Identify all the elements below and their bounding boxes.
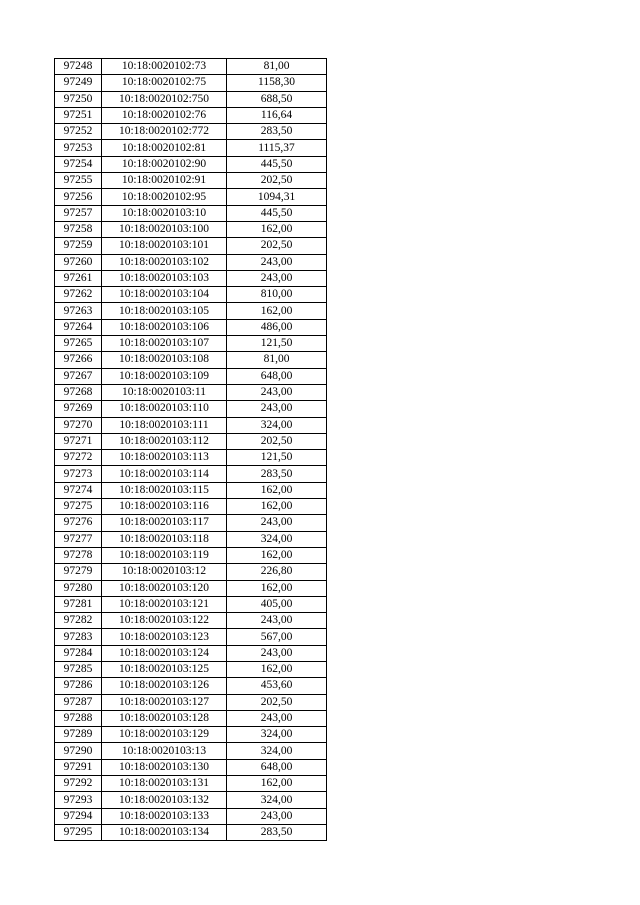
value-cell: 162,00 — [227, 499, 327, 515]
cadastral-number-cell: 10:18:0020103:130 — [102, 759, 227, 775]
value-cell: 116,64 — [227, 107, 327, 123]
table-row — [55, 254, 327, 270]
cadastral-number-cell: 10:18:0020103:103 — [102, 270, 227, 286]
row-id-cell: 97256 — [55, 189, 102, 205]
row-id-cell: 97261 — [55, 270, 102, 286]
cadastral-number-cell: 10:18:0020103:133 — [102, 808, 227, 824]
value-cell: 243,00 — [227, 808, 327, 824]
value-cell: 162,00 — [227, 547, 327, 563]
value-cell: 243,00 — [227, 401, 327, 417]
cadastral-number-cell: 10:18:0020103:113 — [102, 450, 227, 466]
value-cell: 162,00 — [227, 776, 327, 792]
value-cell: 453,60 — [227, 678, 327, 694]
row-id-cell: 97280 — [55, 580, 102, 596]
value-cell: 243,00 — [227, 613, 327, 629]
value-cell: 648,00 — [227, 759, 327, 775]
table-row — [55, 564, 327, 580]
table-body — [55, 59, 327, 841]
row-id-cell: 97252 — [55, 124, 102, 140]
table-row — [55, 531, 327, 547]
row-id-cell: 97291 — [55, 759, 102, 775]
table-row — [55, 140, 327, 156]
row-id-cell: 97276 — [55, 515, 102, 531]
table-row — [55, 743, 327, 759]
table-row — [55, 238, 327, 254]
cadastral-number-cell: 10:18:0020102:772 — [102, 124, 227, 140]
table-row — [55, 107, 327, 123]
cadastral-number-cell: 10:18:0020103:127 — [102, 694, 227, 710]
cadastral-number-cell: 10:18:0020103:13 — [102, 743, 227, 759]
table-row — [55, 319, 327, 335]
value-cell: 202,50 — [227, 694, 327, 710]
table-row — [55, 368, 327, 384]
cadastral-number-cell: 10:18:0020103:102 — [102, 254, 227, 270]
cadastral-number-cell: 10:18:0020103:11 — [102, 384, 227, 400]
cadastral-number-cell: 10:18:0020102:750 — [102, 91, 227, 107]
table-row — [55, 124, 327, 140]
value-cell: 202,50 — [227, 433, 327, 449]
table-row — [55, 727, 327, 743]
cadastral-number-cell: 10:18:0020103:126 — [102, 678, 227, 694]
cadastral-number-cell: 10:18:0020103:120 — [102, 580, 227, 596]
cadastral-number-cell: 10:18:0020102:90 — [102, 156, 227, 172]
value-cell: 1158,30 — [227, 75, 327, 91]
table-row — [55, 75, 327, 91]
value-cell: 283,50 — [227, 124, 327, 140]
table-row — [55, 694, 327, 710]
cadastral-number-cell: 10:18:0020103:104 — [102, 287, 227, 303]
row-id-cell: 97272 — [55, 450, 102, 466]
cadastral-number-cell: 10:18:0020103:129 — [102, 727, 227, 743]
table-row — [55, 580, 327, 596]
table-row — [55, 173, 327, 189]
table-row — [55, 824, 327, 840]
value-cell: 121,50 — [227, 450, 327, 466]
value-cell: 243,00 — [227, 270, 327, 286]
value-cell: 324,00 — [227, 531, 327, 547]
row-id-cell: 97283 — [55, 629, 102, 645]
cadastral-number-cell: 10:18:0020103:106 — [102, 319, 227, 335]
table-row — [55, 205, 327, 221]
value-cell: 283,50 — [227, 824, 327, 840]
cadastral-number-cell: 10:18:0020103:108 — [102, 352, 227, 368]
row-id-cell: 97269 — [55, 401, 102, 417]
value-cell: 1094,31 — [227, 189, 327, 205]
cadastral-number-cell: 10:18:0020103:100 — [102, 221, 227, 237]
value-cell: 283,50 — [227, 466, 327, 482]
cadastral-number-cell: 10:18:0020102:95 — [102, 189, 227, 205]
value-cell: 567,00 — [227, 629, 327, 645]
row-id-cell: 97250 — [55, 91, 102, 107]
value-cell: 445,50 — [227, 205, 327, 221]
value-cell: 162,00 — [227, 303, 327, 319]
row-id-cell: 97267 — [55, 368, 102, 384]
table-row — [55, 613, 327, 629]
row-id-cell: 97282 — [55, 613, 102, 629]
table-row — [55, 450, 327, 466]
value-cell: 243,00 — [227, 515, 327, 531]
value-cell: 121,50 — [227, 336, 327, 352]
row-id-cell: 97292 — [55, 776, 102, 792]
cadastral-number-cell: 10:18:0020103:117 — [102, 515, 227, 531]
row-id-cell: 97293 — [55, 792, 102, 808]
row-id-cell: 97266 — [55, 352, 102, 368]
row-id-cell: 97259 — [55, 238, 102, 254]
table-row — [55, 417, 327, 433]
row-id-cell: 97288 — [55, 710, 102, 726]
cadastral-number-cell: 10:18:0020102:76 — [102, 107, 227, 123]
row-id-cell: 97281 — [55, 596, 102, 612]
value-cell: 486,00 — [227, 319, 327, 335]
row-id-cell: 97255 — [55, 173, 102, 189]
table-row — [55, 596, 327, 612]
table-row — [55, 808, 327, 824]
row-id-cell: 97289 — [55, 727, 102, 743]
cadastral-number-cell: 10:18:0020103:112 — [102, 433, 227, 449]
value-cell: 324,00 — [227, 792, 327, 808]
table-row — [55, 661, 327, 677]
cadastral-number-cell: 10:18:0020103:132 — [102, 792, 227, 808]
cadastral-number-cell: 10:18:0020103:12 — [102, 564, 227, 580]
row-id-cell: 97262 — [55, 287, 102, 303]
row-id-cell: 97286 — [55, 678, 102, 694]
table-row — [55, 270, 327, 286]
row-id-cell: 97271 — [55, 433, 102, 449]
row-id-cell: 97290 — [55, 743, 102, 759]
cadastral-number-cell: 10:18:0020103:134 — [102, 824, 227, 840]
table-row — [55, 384, 327, 400]
row-id-cell: 97264 — [55, 319, 102, 335]
row-id-cell: 97287 — [55, 694, 102, 710]
row-id-cell: 97285 — [55, 661, 102, 677]
value-cell: 202,50 — [227, 238, 327, 254]
table-row — [55, 792, 327, 808]
cadastral-number-cell: 10:18:0020102:75 — [102, 75, 227, 91]
table-row — [55, 710, 327, 726]
value-cell: 445,50 — [227, 156, 327, 172]
row-id-cell: 97263 — [55, 303, 102, 319]
value-cell: 810,00 — [227, 287, 327, 303]
cadastral-number-cell: 10:18:0020103:118 — [102, 531, 227, 547]
table-row — [55, 759, 327, 775]
value-cell: 324,00 — [227, 743, 327, 759]
row-id-cell: 97260 — [55, 254, 102, 270]
row-id-cell: 97279 — [55, 564, 102, 580]
table-row — [55, 401, 327, 417]
cadastral-number-cell: 10:18:0020103:119 — [102, 547, 227, 563]
cadastral-number-cell: 10:18:0020103:128 — [102, 710, 227, 726]
table-row — [55, 776, 327, 792]
cadastral-number-cell: 10:18:0020103:111 — [102, 417, 227, 433]
value-cell: 243,00 — [227, 645, 327, 661]
cadastral-number-cell: 10:18:0020103:122 — [102, 613, 227, 629]
cadastral-number-cell: 10:18:0020103:131 — [102, 776, 227, 792]
value-cell: 162,00 — [227, 661, 327, 677]
cadastral-number-cell: 10:18:0020102:73 — [102, 59, 227, 75]
value-cell: 324,00 — [227, 417, 327, 433]
row-id-cell: 97254 — [55, 156, 102, 172]
cadastral-number-cell: 10:18:0020103:101 — [102, 238, 227, 254]
row-id-cell: 97274 — [55, 482, 102, 498]
cadastral-number-cell: 10:18:0020103:105 — [102, 303, 227, 319]
table-row — [55, 91, 327, 107]
cadastral-number-cell: 10:18:0020102:91 — [102, 173, 227, 189]
value-cell: 162,00 — [227, 482, 327, 498]
row-id-cell: 97265 — [55, 336, 102, 352]
table-row — [55, 221, 327, 237]
row-id-cell: 97278 — [55, 547, 102, 563]
cadastral-number-cell: 10:18:0020103:109 — [102, 368, 227, 384]
value-cell: 243,00 — [227, 254, 327, 270]
row-id-cell: 97295 — [55, 824, 102, 840]
table-row — [55, 433, 327, 449]
value-cell: 202,50 — [227, 173, 327, 189]
cadastral-number-cell: 10:18:0020103:114 — [102, 466, 227, 482]
row-id-cell: 97273 — [55, 466, 102, 482]
value-cell: 243,00 — [227, 710, 327, 726]
row-id-cell: 97277 — [55, 531, 102, 547]
value-cell: 324,00 — [227, 727, 327, 743]
table-row — [55, 515, 327, 531]
table-row — [55, 352, 327, 368]
value-cell: 243,00 — [227, 384, 327, 400]
table-row — [55, 547, 327, 563]
table-row — [55, 303, 327, 319]
cadastral-number-cell: 10:18:0020103:110 — [102, 401, 227, 417]
cadastral-number-cell: 10:18:0020103:121 — [102, 596, 227, 612]
table-row — [55, 499, 327, 515]
table-row — [55, 287, 327, 303]
table-row — [55, 629, 327, 645]
value-cell: 162,00 — [227, 221, 327, 237]
row-id-cell: 97248 — [55, 59, 102, 75]
cadastral-number-cell: 10:18:0020103:123 — [102, 629, 227, 645]
value-cell: 688,50 — [227, 91, 327, 107]
data-table — [54, 58, 327, 841]
cadastral-number-cell: 10:18:0020102:81 — [102, 140, 227, 156]
table-row — [55, 59, 327, 75]
table-row — [55, 645, 327, 661]
table-row — [55, 466, 327, 482]
value-cell: 81,00 — [227, 59, 327, 75]
row-id-cell: 97253 — [55, 140, 102, 156]
cadastral-number-cell: 10:18:0020103:107 — [102, 336, 227, 352]
value-cell: 405,00 — [227, 596, 327, 612]
row-id-cell: 97284 — [55, 645, 102, 661]
row-id-cell: 97270 — [55, 417, 102, 433]
row-id-cell: 97251 — [55, 107, 102, 123]
row-id-cell: 97294 — [55, 808, 102, 824]
table-row — [55, 482, 327, 498]
table-row — [55, 189, 327, 205]
table-row — [55, 678, 327, 694]
value-cell: 226,80 — [227, 564, 327, 580]
value-cell: 162,00 — [227, 580, 327, 596]
cadastral-number-cell: 10:18:0020103:10 — [102, 205, 227, 221]
row-id-cell: 97249 — [55, 75, 102, 91]
value-cell: 1115,37 — [227, 140, 327, 156]
row-id-cell: 97258 — [55, 221, 102, 237]
row-id-cell: 97275 — [55, 499, 102, 515]
cadastral-number-cell: 10:18:0020103:116 — [102, 499, 227, 515]
table-row — [55, 336, 327, 352]
row-id-cell: 97257 — [55, 205, 102, 221]
cadastral-number-cell: 10:18:0020103:124 — [102, 645, 227, 661]
value-cell: 81,00 — [227, 352, 327, 368]
row-id-cell: 97268 — [55, 384, 102, 400]
cadastral-number-cell: 10:18:0020103:125 — [102, 661, 227, 677]
value-cell: 648,00 — [227, 368, 327, 384]
table-row — [55, 156, 327, 172]
cadastral-number-cell: 10:18:0020103:115 — [102, 482, 227, 498]
